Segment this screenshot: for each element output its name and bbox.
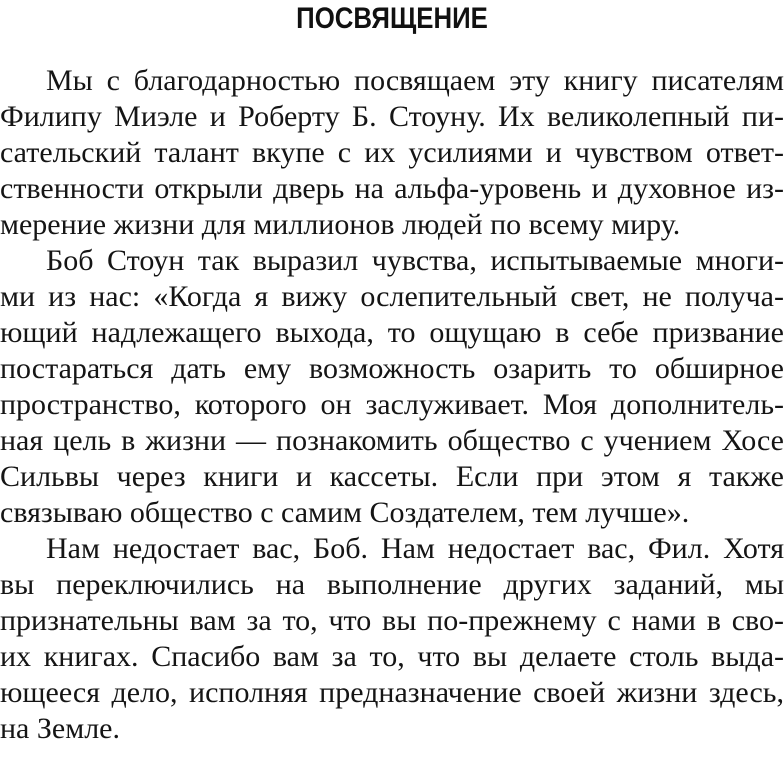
paragraph-1-line-4: ственности открыли дверь на альфа-уровень и духовное из-	[0, 172, 784, 205]
paragraph-3-line-4: их книгах. Спасибо вам за то, что вы делаете столь выда-	[0, 640, 784, 673]
paragraph-2-line-8: связываю общество с самим Создателем, тем лучше».	[0, 496, 690, 529]
paragraph-1-line-1: Мы с благодарностью посвящаем эту книгу писателям	[46, 64, 784, 97]
paragraph-1-line-3: сательский талант вкупе с их усилиями и чувством ответ-	[0, 136, 784, 169]
paragraph-2-line-2: ми из нас: «Когда я вижу ослепительный свет, не получа-	[0, 280, 784, 313]
paragraph-1-line-5: мерение жизни для миллионов людей по всему миру.	[0, 208, 681, 241]
paragraph-2-line-5: пространство, которого он заслуживает. Моя дополнитель-	[0, 388, 784, 421]
paragraph-3-line-3: признательны вам за то, что вы по-прежнему с нами в сво-	[0, 604, 784, 637]
paragraph-2-line-4: постараться дать ему возможность озарить то обширное	[0, 352, 784, 385]
paragraph-2-line-7: Сильвы через книги и кассеты. Если при этом я также	[0, 460, 784, 493]
paragraph-2-line-3: ющий надлежащего выхода, то ощущаю в себе призвание	[0, 316, 784, 349]
paragraph-2-line-6: ная цель в жизни — познакомить общество с учением Хосе	[0, 424, 784, 457]
paragraph-1-line-2: Филипу Миэле и Роберту Б. Стоуну. Их великолепный пи-	[0, 100, 784, 133]
paragraph-3-line-5: ющееся дело, исполняя предназначение своей жизни здесь,	[0, 676, 784, 709]
page-title: ПОСВЯЩЕНИЕ	[296, 2, 488, 35]
paragraph-3-line-2: вы переключились на выполнение других заданий, мы	[0, 568, 784, 601]
paragraph-3-line-1: Нам недостает вас, Боб. Нам недостает вас, Фил. Хотя	[46, 532, 784, 565]
paragraph-2-line-1: Боб Стоун так выразил чувства, испытываемые многи-	[46, 244, 784, 277]
paragraph-3-line-6: на Земле.	[0, 712, 120, 745]
